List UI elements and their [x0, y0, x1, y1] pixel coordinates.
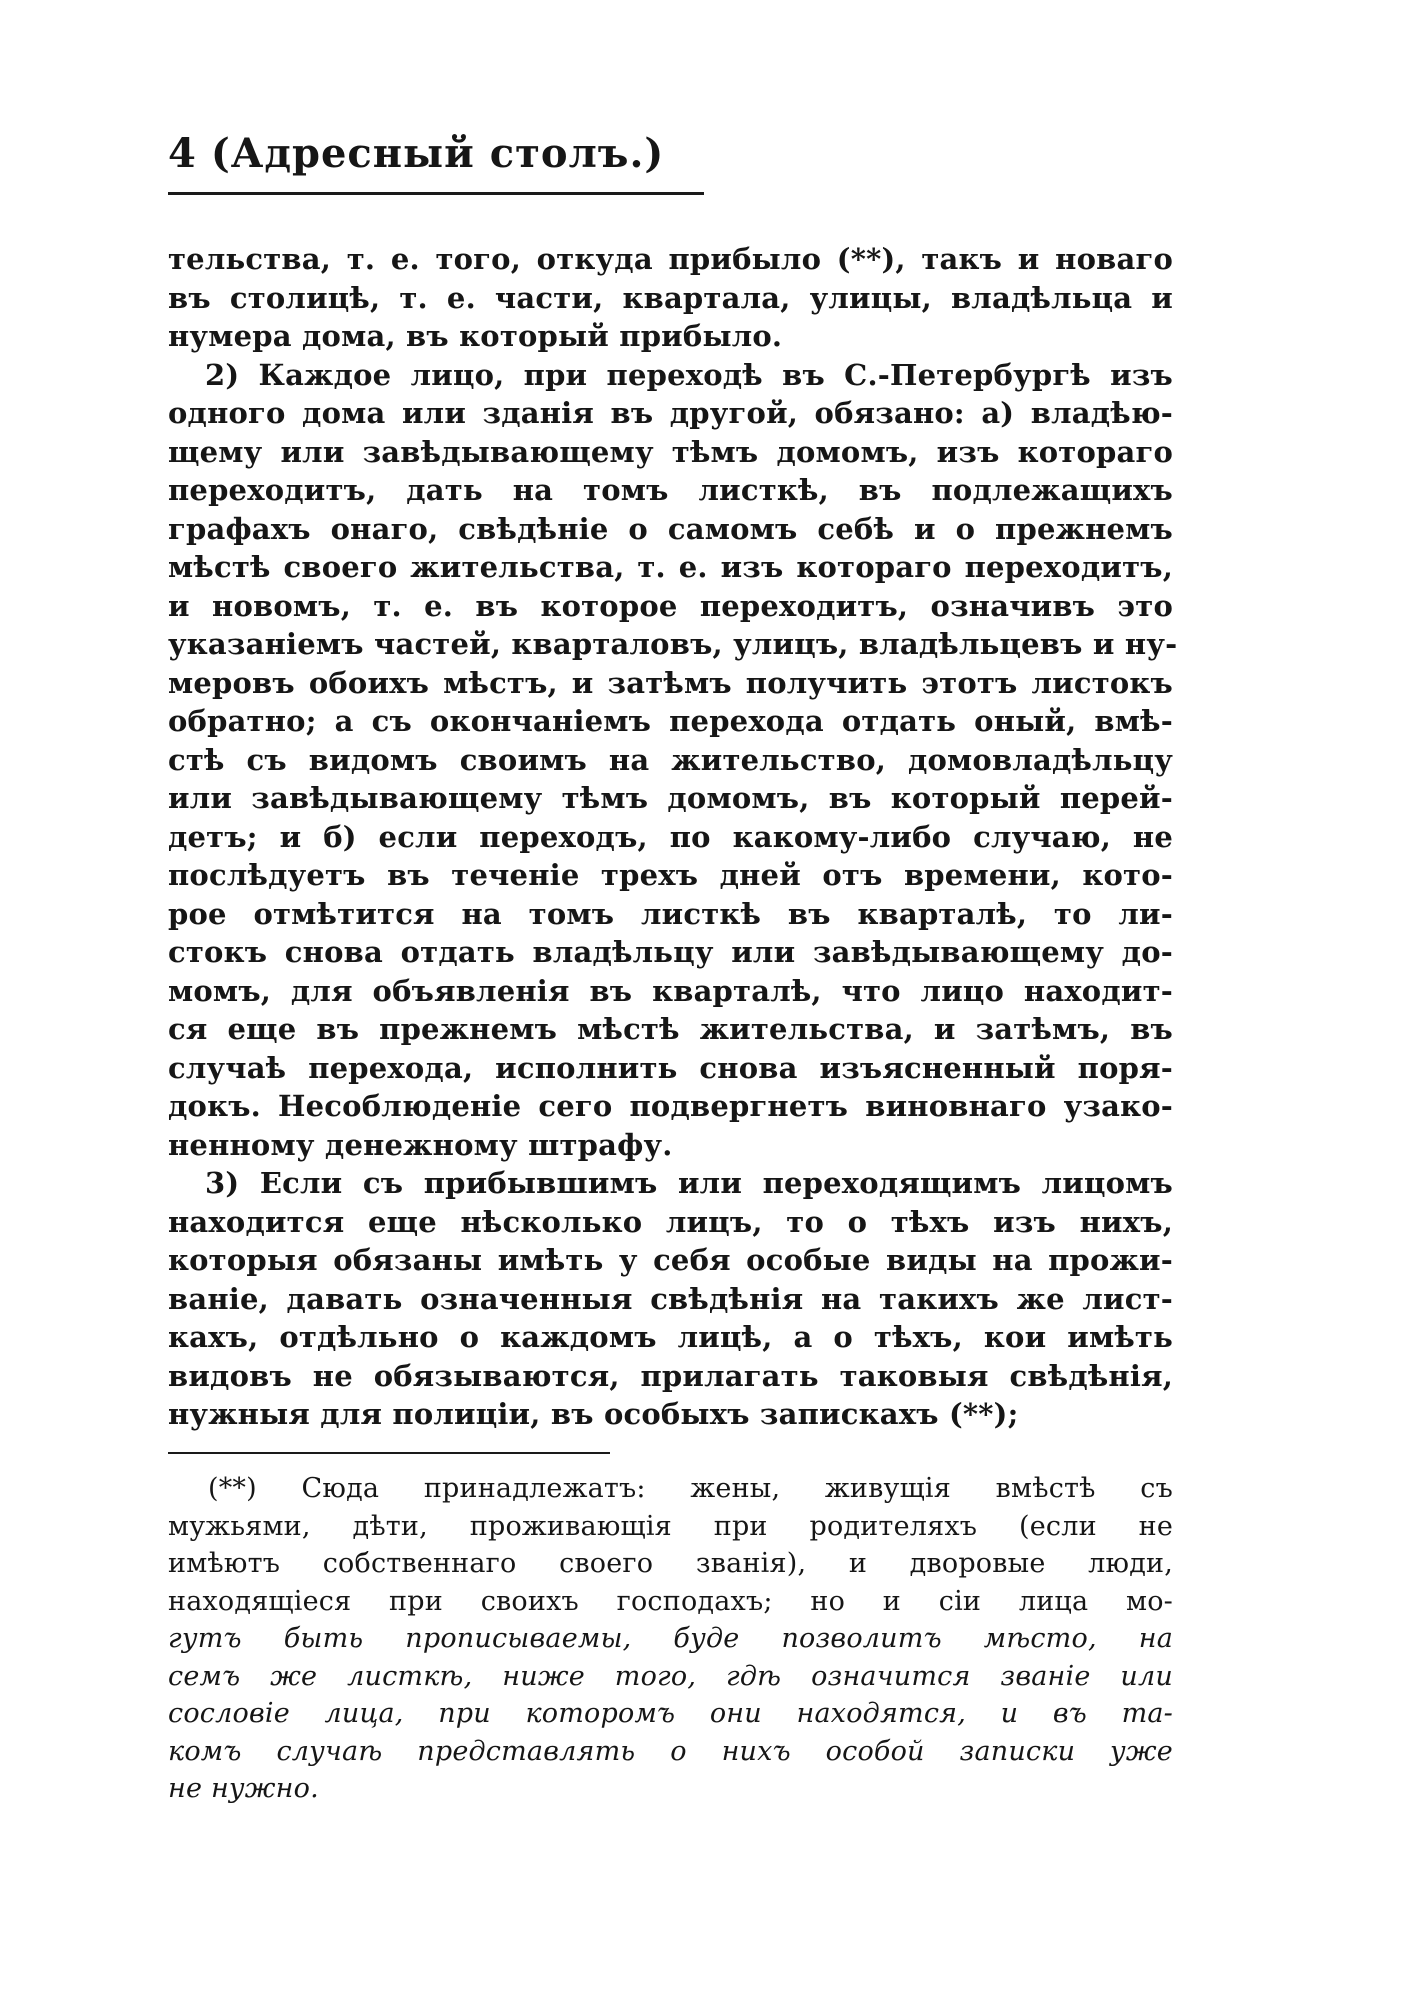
text-line: которыя обязаны имѣть у себя особые виды на прожи- — [168, 1243, 1173, 1277]
text-line: обратно; а съ окончаніемъ перехода отдать оный, вмѣ- — [168, 704, 1173, 738]
paragraph-2-start: 2) Каждое лицо, при переходѣ въ С.-Петербургѣ изъ — [205, 357, 1173, 392]
running-head — [168, 130, 664, 177]
text-line: и новомъ, т. е. въ которое переходитъ, означивъ это — [168, 588, 1173, 623]
text-line: послѣдуетъ въ теченіе трехъ дней отъ времени, кото- — [168, 858, 1173, 892]
text-line: въ столицѣ, т. е. части, квартала, улицы, владѣльца и — [168, 280, 1173, 315]
text-line: кахъ, отдѣльно о каждомъ лицѣ, а о тѣхъ, кои имѣть — [168, 1320, 1173, 1354]
text-line: указаніемъ частей, кварталовъ, улицъ, владѣльцевъ и ну- — [168, 627, 1178, 661]
text-line: нумера дома, въ который прибыло. — [168, 319, 783, 353]
text-line: щему или завѣдывающему тѣмъ домомъ, изъ котораго — [168, 434, 1173, 469]
text-line: меровъ обоихъ мѣстъ, и затѣмъ получить этотъ листокъ — [168, 665, 1173, 700]
text-line: тельства, т. е. того, откуда прибыло (**), такъ и новаго — [168, 242, 1173, 276]
footnote-line: гутъ быть прописываемы, буде позволитъ мѣсто, на — [168, 1623, 1173, 1654]
footnote — [168, 1470, 1173, 1808]
text-line: случаѣ перехода, исполнить снова изъясненный поря- — [168, 1050, 1173, 1085]
running-title: (Адресный столъ.) — [210, 130, 665, 177]
footnote-line: имѣютъ собственнаго своего званія), и дворовые люди, — [168, 1548, 1173, 1579]
page-number: 4 — [168, 130, 197, 177]
footnote-line: семъ же листкѣ, ниже того, гдѣ означится званіе или — [168, 1660, 1173, 1692]
footnote-line: комъ случаѣ представлять о нихъ особой записки уже — [168, 1735, 1173, 1767]
footnote-rule — [168, 1452, 610, 1454]
text-line: переходитъ, дать на томъ листкѣ, въ подлежащихъ — [168, 473, 1173, 507]
text-line: момъ, для объявленія въ кварталѣ, что лицо находит- — [168, 973, 1173, 1008]
text-line: детъ; и б) если переходъ, по какому-либо случаю, не — [168, 819, 1173, 854]
text-line: мѣстѣ своего жительства, т. е. изъ котораго переходитъ, — [168, 550, 1173, 584]
text-line: находится еще нѣсколько лицъ, то о тѣхъ изъ нихъ, — [168, 1204, 1173, 1239]
text-line: нужныя для полиціи, въ особыхъ запискахъ (**); — [168, 1397, 1019, 1431]
text-line: графахъ онаго, свѣдѣніе о самомъ себѣ и о прежнемъ — [168, 511, 1173, 546]
text-line: докъ. Несоблюденіе сего подвергнетъ виновнаго узако- — [168, 1089, 1173, 1123]
footnote-line: мужьями, дѣти, проживающія при родителяхъ (если не — [168, 1510, 1173, 1542]
text-line: стокъ снова отдать владѣльцу или завѣдывающему до- — [168, 935, 1173, 969]
text-line: одного дома или зданія въ другой, обязано: а) владѣю- — [168, 396, 1173, 430]
paragraph-3-start: 3) Если съ прибывшимъ или переходящимъ лицомъ — [205, 1166, 1173, 1200]
main-text — [168, 240, 1178, 1434]
header-rule — [168, 192, 704, 195]
footnote-line: сословіе лица, при которомъ они находятся, и въ та- — [168, 1698, 1173, 1729]
text-line: или завѣдывающему тѣмъ домомъ, въ который перей- — [168, 781, 1173, 815]
text-line: ся еще въ прежнемъ мѣстѣ жительства, и затѣмъ, въ — [168, 1012, 1173, 1046]
text-line: рое отмѣтится на томъ листкѣ въ кварталѣ, то ли- — [168, 896, 1173, 931]
text-line: стѣ съ видомъ своимъ на жительство, домовладѣльцу — [168, 742, 1173, 777]
footnote-line: (**) Сюда принадлежатъ: жены, живущія вмѣстѣ съ — [208, 1473, 1173, 1504]
text-line: видовъ не обязываются, прилагать таковыя свѣдѣнія, — [168, 1358, 1173, 1393]
text-line: ваніе, давать означенныя свѣдѣнія на такихъ же лист- — [168, 1281, 1173, 1316]
footnote-line: находящіеся при своихъ господахъ; но и сіи лица мо- — [168, 1585, 1173, 1617]
text-line: ненному денежному штрафу. — [168, 1127, 673, 1162]
footnote-line: не нужно. — [168, 1773, 319, 1804]
